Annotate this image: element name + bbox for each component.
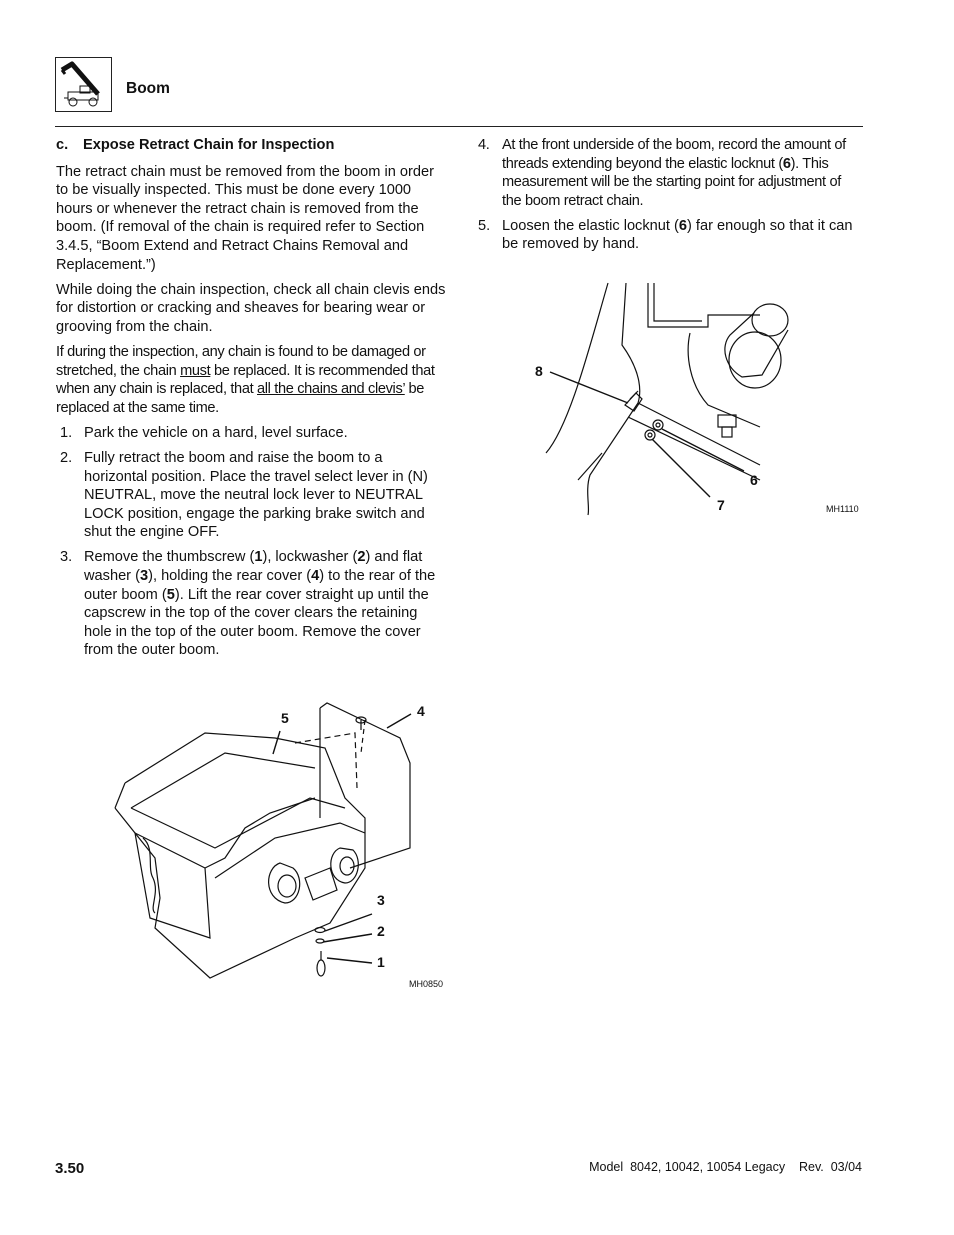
figure-id: MH0850: [409, 979, 444, 989]
step-5: [478, 217, 863, 254]
underlined-text: must: [180, 362, 211, 379]
telehandler-icon: [56, 58, 110, 110]
boom-underside-illustration: [530, 275, 865, 520]
outer-boom-rear-illustration: [95, 698, 450, 993]
text-run: If during the inspection, any chain is found to be damaged or stretched, the chain: [56, 343, 426, 379]
procedure-steps: [56, 424, 446, 660]
callout-3: 3: [377, 892, 385, 908]
header-divider: [55, 126, 863, 127]
part-ref: 6: [782, 155, 791, 172]
step-text: ), lockwasher (: [262, 549, 358, 566]
step-text: ). Lift the rear cover straight up until the capscrew in the top of the cover clears the retaining hole in the top of the outer boom. Remove the cover from the outer boom.: [84, 586, 429, 659]
procedure-steps-continued: [478, 136, 863, 254]
page-section-title: Boom: [126, 80, 170, 97]
paragraph-inspection-interval: The retract chain must be removed from the boom in order to be visually inspected. This must be done every 1000 hours or whenever the retract chain is removed from the boom. (If removal of the chain is required refer to Section 3.4.5, “Boom Extend and Retract Chains Removal and Replacement.”): [56, 163, 434, 273]
text-run: be replaced at the same time.: [56, 381, 424, 416]
part-ref: 4: [311, 567, 320, 584]
part-ref: 5: [166, 586, 175, 603]
step-number: 3.: [60, 549, 73, 566]
left-column: [56, 136, 446, 666]
step-text: ) to the rear of the outer boom (: [84, 567, 436, 603]
text-run: be replaced. It is recommended that when any chain is replaced, that: [56, 362, 435, 398]
step-text: Loosen the elastic locknut (: [502, 217, 679, 234]
step-text: ) and flat washer (: [84, 549, 423, 584]
step-number: 5.: [478, 217, 491, 234]
callout-7: 7: [717, 497, 725, 513]
step-text: ). This measurement will be the starting point for adjustment of the boom retract chain.: [502, 155, 841, 209]
step-2: [56, 449, 446, 542]
step-text: At the front underside of the boom, record the amount of threads extending beyond the elastic locknut (: [502, 137, 846, 172]
section-heading: [56, 136, 446, 155]
right-column: [478, 136, 863, 261]
section-title: Expose Retract Chain for Inspection: [83, 137, 335, 153]
step-text: ) far enough so that it can be removed by hand.: [502, 217, 853, 253]
step-text: ), holding the rear cover (: [148, 567, 312, 584]
step-number: 1.: [60, 424, 73, 441]
step-number: 4.: [478, 137, 490, 153]
callout-5: 5: [281, 710, 289, 726]
part-ref: 1: [254, 549, 263, 566]
callout-4: 4: [417, 703, 425, 719]
callout-2: 2: [377, 923, 385, 939]
step-number: 2.: [60, 449, 73, 466]
underlined-text: all the chains and clevis’: [257, 381, 405, 398]
callout-8: 8: [535, 363, 543, 379]
section-letter: c.: [56, 137, 69, 153]
part-ref: 2: [357, 549, 366, 566]
page-number: 3.50: [55, 1160, 85, 1177]
paragraph-inspection-checks: While doing the chain inspection, check all chain clevis ends for distortion or cracking and sheaves for bearing wear or grooving from the chain.: [56, 281, 446, 335]
callout-1: 1: [377, 954, 385, 970]
figure-id: MH1110: [826, 504, 859, 514]
section-icon-box: [55, 57, 112, 112]
callout-6: 6: [750, 472, 758, 488]
model-revision: Model 8042, 10042, 10054 Legacy Rev. 03/04: [589, 1160, 862, 1174]
step-3: [56, 548, 446, 660]
paragraph-replacement: [56, 343, 446, 417]
step-4: [478, 136, 863, 210]
part-ref: 6: [678, 217, 687, 234]
step-text: Fully retract the boom and raise the boom to a horizontal position. Place the travel select lever in (N) NEUTRAL, move the neutral lock lever to NEUTRAL LOCK position, engage the parking brake switch and shut the engine OFF.: [84, 449, 428, 541]
step-1: [56, 424, 446, 443]
figure-locknut: [530, 275, 865, 520]
step-text: Park the vehicle on a hard, level surface.: [84, 424, 348, 441]
step-text: Remove the thumbscrew (: [84, 549, 255, 566]
figure-rear-cover: [95, 698, 450, 993]
part-ref: 3: [139, 567, 149, 584]
